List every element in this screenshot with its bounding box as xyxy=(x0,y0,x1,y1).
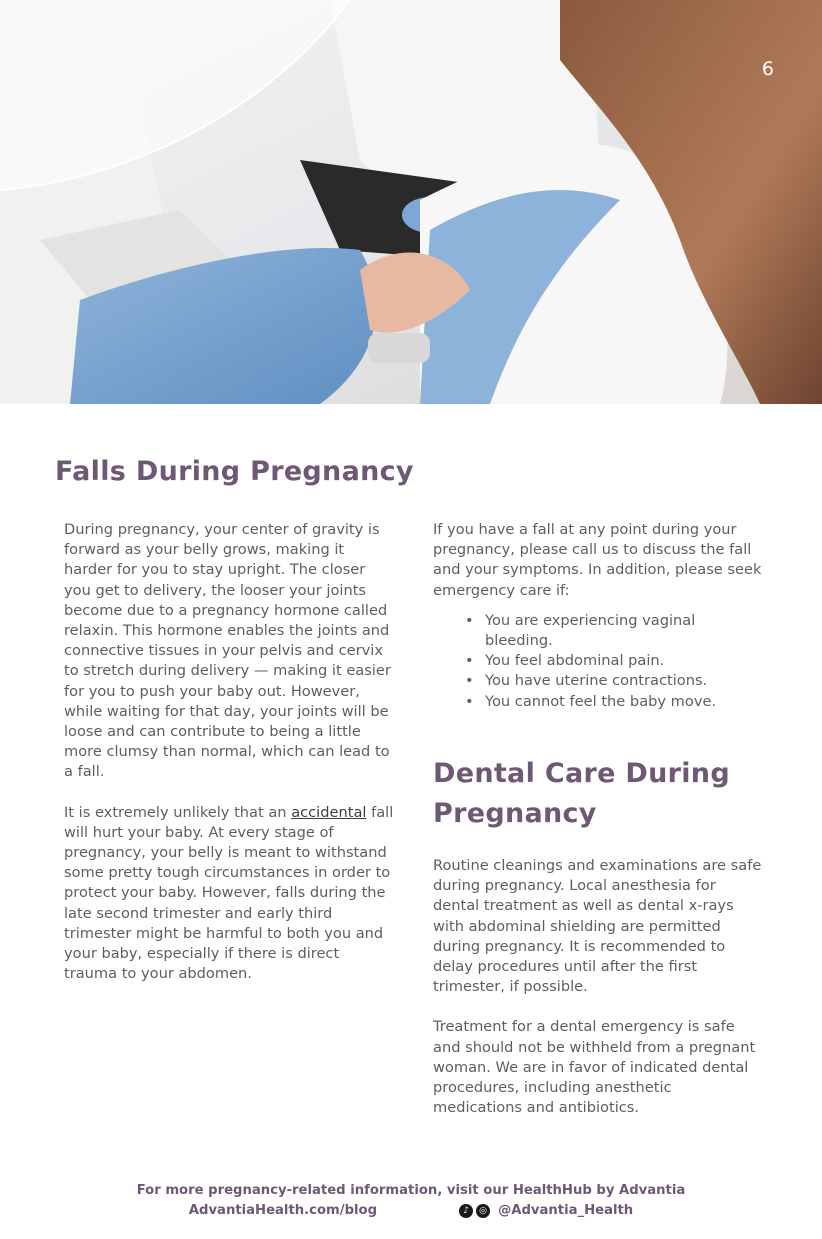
social-icons xyxy=(459,1204,490,1218)
footer xyxy=(0,1181,822,1221)
emergency-symptom-list xyxy=(433,611,763,712)
footer-suffix: by Advantia xyxy=(591,1183,686,1198)
falls-right-column xyxy=(433,520,763,712)
instagram-icon[interactable]: ◎ xyxy=(476,1204,490,1218)
list-item-text: You have uterine contractions. xyxy=(485,672,708,690)
list-item-text: You are experiencing vaginal bleeding. xyxy=(485,611,696,650)
bullet-icon: • xyxy=(465,611,474,629)
dental-paragraph-2: Treatment for a dental emergency is safe and should not be withheld from a pregnant woman. We are in favor of indicated dental procedures, including anesthetic medications and antibiotics. xyxy=(433,1018,756,1117)
social-handle[interactable]: @Advantia_Health xyxy=(498,1203,634,1218)
dental-column xyxy=(433,856,763,1118)
hero-photo xyxy=(0,0,822,404)
list-item-text: You feel abdominal pain. xyxy=(485,652,665,670)
falls-left-column xyxy=(64,520,394,984)
falls-paragraph-2-prefix: It is extremely unlikely that an xyxy=(64,803,292,821)
bullet-icon: • xyxy=(465,692,474,710)
bullet-icon: • xyxy=(465,672,474,690)
page-number: 6 xyxy=(761,58,774,80)
dental-heading: Dental Care During Pregnancy xyxy=(433,758,730,829)
list-item xyxy=(465,692,763,712)
footer-prefix: For more pregnancy-related information, visit our xyxy=(136,1183,513,1198)
falls-heading: Falls During Pregnancy xyxy=(55,456,414,487)
bullet-icon: • xyxy=(465,652,474,670)
website-link[interactable]: AdvantiaHealth.com/blog xyxy=(188,1203,378,1218)
dental-paragraph-1: Routine cleanings and examinations are safe during pregnancy. Local anesthesia for dental treatment as well as dental x-rays with abdominal shielding are permitted during pregnancy. It is recommended to delay procedures until after the first trimester, if possible. xyxy=(433,857,762,996)
list-item xyxy=(465,611,763,651)
falls-paragraph-3: If you have a fall at any point during your pregnancy, please call us to discuss the fall and your symptoms. In addition, please seek emergency care if: xyxy=(433,521,762,599)
accidental-link[interactable]: accidental xyxy=(291,803,367,821)
healthhub-link[interactable]: HealthHub xyxy=(512,1183,592,1198)
list-item xyxy=(465,671,763,691)
falls-paragraph-2 xyxy=(64,803,394,985)
tiktok-icon[interactable]: ♪ xyxy=(459,1204,473,1218)
list-item xyxy=(465,651,763,671)
falls-paragraph-1: During pregnancy, your center of gravity is forward as your belly grows, making it harder for you to stay upright. The closer you get to delivery, the looser your joints become due to a pregnancy hormone called relaxin. This hormone enables the joints and connective tissues in your pelvis and cervix to stretch during delivery — making it easier for you to push your baby out. However, while waiting for that day, your joints will be loose and can contribute to being a little more clumsy than normal, which can lead to a fall. xyxy=(64,521,391,781)
hero-photo-illustration xyxy=(0,0,822,404)
falls-paragraph-2-suffix: fall will hurt your baby. At every stage of pregnancy, your belly is meant to withstand some pretty tough circumstances in order to protect your baby. However, falls during the late second trimester and early third trimester might be harmful to both you and your baby, especially if there is direct trauma to your abdomen. xyxy=(64,803,394,983)
footer-line-1 xyxy=(0,1181,822,1201)
footer-line-2 xyxy=(0,1201,822,1221)
list-item-text: You cannot feel the baby move. xyxy=(485,692,717,710)
